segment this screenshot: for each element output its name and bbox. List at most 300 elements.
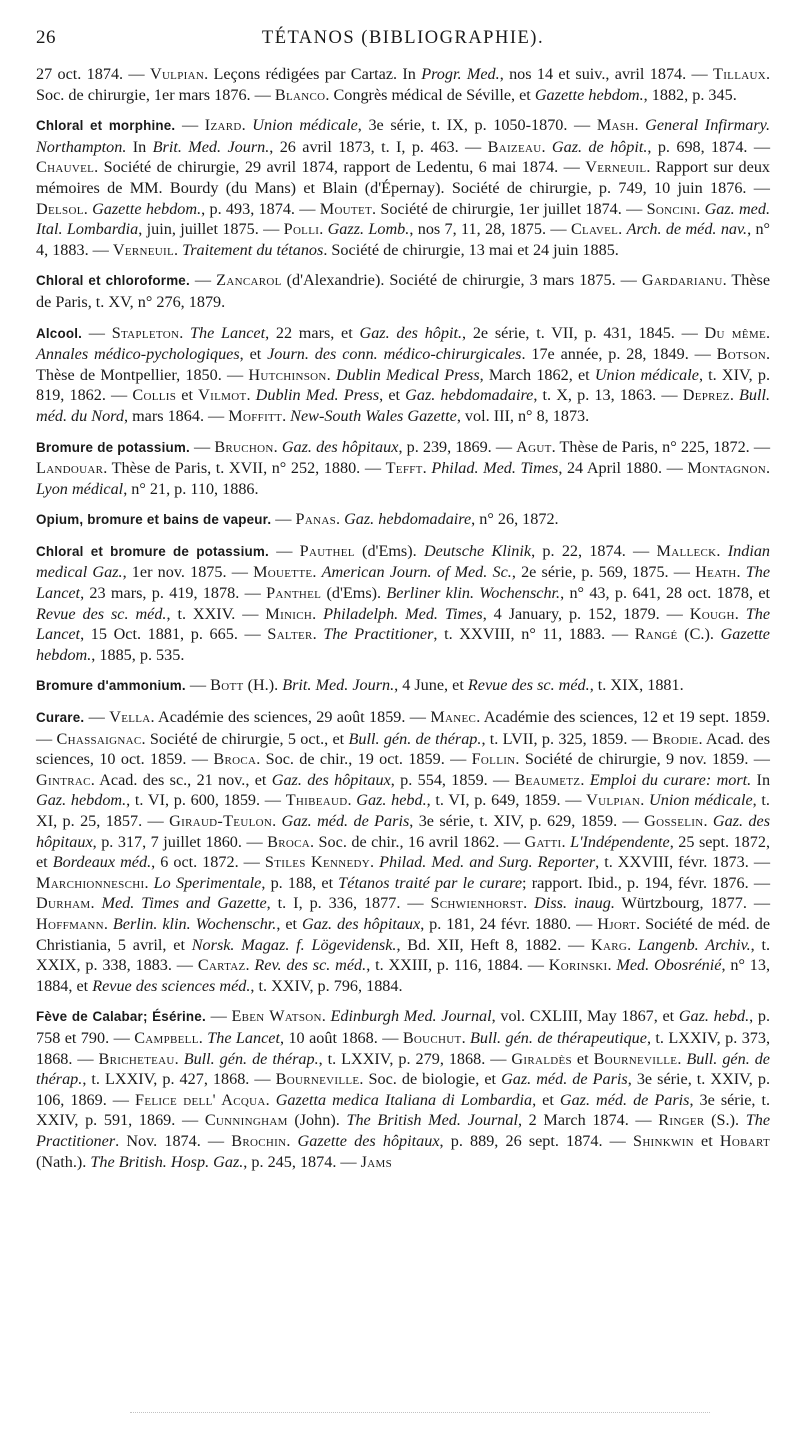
author-name: Durham [36,894,91,913]
journal-title: Gaz. des hôpitaux [301,914,421,933]
bottom-faint-line [130,1412,710,1415]
journal-title: Revue des sc. méd. [467,676,590,695]
author-name: Hoffmann [36,914,104,933]
citation-text: , et [532,1090,560,1109]
journal-title: The Lancet [207,1028,280,1047]
journal-title: Gazette hebdom. [36,625,770,664]
citation-text: , n° 26, 1872. [471,510,559,529]
citation-text: . [696,199,705,218]
journal-title: Journ. des conn. médico-chirurgicales [267,345,522,364]
entry-heading: Chloral et bromure de potassium. [36,543,269,559]
citation-text: . [422,459,432,478]
citation-text: . Soc. de chir., 16 avril 1862. — [310,832,525,851]
journal-title: Gaz. de hôpit. [551,137,648,156]
author-name: Broca [213,750,257,769]
citation-text: , juin, juillet 1875. — [138,220,284,239]
citation-text: , et [276,914,302,933]
citation-text: , p. 239, 1869. — [398,437,517,456]
citation-text: . [716,541,728,560]
citation-text: . Société de chirurgie, 1er juillet 1874. — [372,199,647,218]
citation-text: , p. 317, 7 juillet 1860. — [92,832,268,851]
journal-title: Gaz. méd. de Paris [281,812,410,830]
author-name: Giraldès [511,1049,572,1068]
citation-text: . [90,894,102,913]
author-name: Tillaux [713,65,766,83]
citation-text: . [265,1090,276,1109]
author-name: Soncini [646,199,697,218]
author-name: Blanco [274,85,326,104]
citation-text: , p. 22, 1874. — [531,541,657,560]
citation-text: — [185,676,211,695]
journal-title: Revue des sc. méd. [36,604,167,623]
journal-title: The British. Hosp. Gaz. [90,1152,244,1171]
journal-title: Brit. Med. Journ. [282,676,395,695]
citation-text: , t. XI, p. 25, 1857. — [36,791,770,830]
citation-text: , t. XIV, p. 819, 1862. — [36,365,770,405]
citation-text: , p. 889, 26 sept. 1874. — [439,1131,634,1150]
author-name: Clavel [570,220,619,239]
citation-text: , 4 June, et [394,676,468,695]
journal-title: Union médicale [649,791,753,810]
entry-heading: Bromure de potassium. [36,439,190,455]
bibliography-entry-intro [36,64,770,105]
journal-title: The Lancet [36,563,770,603]
citation-text: — [175,116,205,135]
citation-text: , 3e série, t. XXIV, p. 591, 1869. — [36,1090,770,1130]
journal-title: Langenb. Archiv. [638,935,751,954]
citation-text: . [241,116,253,135]
citation-text: , t. XXIX, p. 338, 1883. — [36,935,771,975]
author-name: Karg [591,935,628,954]
journal-title: Brit. Med. Journ. [152,137,270,156]
journal-title: Berlin. klin. Wochenschr. [112,914,277,933]
author-name: Collis [132,386,177,405]
journal-title: Traitement du tétanos [182,240,324,259]
citation-text: , 24 April 1880. — [558,459,688,478]
citation-text: (John). [287,1111,347,1130]
citation-text: . [766,323,771,342]
citation-text: — [84,708,110,727]
citation-text: , 23 mars, p. 419, 1878. — [80,584,267,603]
author-name: Agut [516,437,552,456]
entry-heading: Curare. [36,710,85,726]
citation-text: , 2e série, t. VII, p. 431, 1845. — [462,323,705,342]
bibliography-entry-feve-calabar [36,1006,770,1172]
author-name: Botson [716,345,766,364]
citation-text: . [703,812,713,830]
citation-text: , 3e série, t. XXIV, p. 106, 1869. — [36,1070,770,1109]
citation-text: . [312,625,324,644]
citation-text: , March 1862, et [479,365,595,384]
author-name: Verneuil [585,158,647,177]
citation-text: , t. LXXIV, p. 279, 1868. — [318,1049,512,1068]
citation-text: , p. 698, 1874. — [647,137,771,156]
journal-title: Gazz. Lomb. [327,220,410,239]
journal-title: Philad. Med. and Surg. Reporter [379,853,596,872]
author-name: Bruchon [214,437,274,456]
citation-text: . [144,873,154,892]
author-name: Vella [109,708,151,727]
citation-text: . [618,220,627,239]
journal-title: Gaz. des hôpitaux [36,812,771,851]
citation-text: In [751,770,771,789]
author-name: Marchionneschi [36,873,145,892]
citation-text: , t. X, p. 13, 1863. — [533,386,683,405]
journal-title: Bordeaux méd. [52,853,152,872]
author-name: Gardarianu [641,271,723,290]
author-name: Chassaignac [56,729,142,748]
journal-title: Gazette hebdom. [534,85,644,104]
citation-text: , n° 21, p. 110, 1886. [123,479,259,498]
citation-text: , t. LXXIV, p. 373, 1868. — [36,1028,771,1068]
citation-text: . [246,386,256,405]
author-name: Delsol [36,199,84,218]
citation-text: . [734,604,746,623]
journal-title: Gazette hebdom. [92,199,202,218]
citation-text: , p. 554, 1859. — [390,770,515,789]
citation-text: , vol. CXLIII, May 1867, et [491,1007,679,1026]
citation-text: . Société de chirurgie, 29 avril 1874, rapport de Ledentu, 6 mai 1874. — [94,158,586,177]
author-name: Deprez [682,386,730,405]
journal-title: New-South Wales Gazette [290,406,457,425]
author-name: Stapleton [111,323,180,342]
citation-text: , 2 March 1874. — [517,1111,659,1130]
citation-text: . [335,510,345,529]
journal-title: Indian medical Gaz. [36,541,771,582]
citation-text: . Soc. de chirurgie, 1er mars 1876. — [36,65,770,104]
author-name: Brochin [231,1131,287,1150]
citation-text: (S.). [704,1111,746,1130]
citation-text: . [627,935,639,954]
bibliography-entry-curare [36,707,770,996]
journal-title: Gazette des hôpitaux [297,1131,440,1150]
journal-title: Med. Times and Gazette [101,894,267,913]
citation-text: (d'Ems). [354,541,424,560]
author-name: Kough [689,604,735,623]
author-name: Follin [471,750,516,769]
citation-text: . [765,459,770,478]
citation-text: — [189,271,217,290]
citation-text: , t. XIX, 1881. [589,676,684,695]
author-name: Felice dell' Acqua [135,1090,266,1109]
journal-title: Philad. Med. Times [431,459,559,478]
author-name: Cartaz [197,956,246,975]
author-name: Bouchut [402,1028,462,1047]
author-name: Gintrac [36,770,91,789]
bibliography-entry-bromure-potassium [36,437,770,500]
author-name: Beaumetz [514,770,581,789]
author-name: Thibeaud [285,791,348,810]
journal-title: Philadelph. Med. Times [323,604,483,623]
citation-text: , n° 43, p. 641, 28 oct. 1878, et [560,584,771,603]
citation-text: , n° 4, 1883. — [36,220,771,259]
citation-text: , p. 181, 24 févr. 1880. — [420,914,598,933]
author-name: Campbell [134,1028,199,1047]
citation-text: . [634,116,646,135]
journal-title: Annales médico-pychologiques [36,345,240,364]
citation-text: et [693,1131,720,1150]
author-name: Stiles Kennedy [264,853,370,872]
journal-title: Gazetta medica Italiana di Lombardia [275,1090,533,1109]
author-name: Heath [695,563,737,582]
citation-text: , t. I, p. 336, 1877. — [266,894,431,913]
citation-text: , 3e série, t. IX, p. 1050-1870. — [357,116,597,135]
journal-title: Gaz. des hôpitaux [271,770,391,789]
citation-text: , t. LVII, p. 325, 1859. — [481,729,653,748]
journal-title: Berliner klin. Wochenschr. [386,584,561,603]
citation-text: . Acad. des sc., 21 nov., et [90,770,272,789]
citation-text: . Société de chirurgie, 13 mai et 24 juin 1885. [323,240,619,259]
citation-text: . [607,956,617,975]
journal-title: Progr. Med. [421,65,500,83]
author-name: Minich [265,604,313,623]
citation-text: (C.). [677,625,721,644]
journal-title: Norsk. Magaz. f. Lögevidensk. [191,935,397,954]
author-name: Mash [596,116,635,135]
author-name: Gatti [524,832,562,851]
citation-text: , 1er nov. 1875. — [122,563,254,582]
author-name: Malleck [656,541,717,560]
citation-text: , vol. III, n° 8, 1873. [456,406,590,425]
author-name: Panas [295,510,336,529]
citation-text: . [286,1131,298,1150]
running-head: TÉTANOS (BIBLIOGRAPHIE). [261,28,545,48]
entry-heading: Opium, bromure et bains de vapeur. [36,512,272,528]
citation-text: . Académie des sciences, 12 et 19 sept. 1859. — [36,708,770,748]
author-name: Du même [704,323,766,342]
citation-text: (H.). [243,676,283,695]
author-name: Vulpian [149,65,205,83]
citation-text: . [245,956,255,975]
journal-title: Edinburgh Med. Journal [330,1007,492,1026]
citation-text: . [736,563,746,582]
citation-text: , t. VI, p. 649, 1859. — [426,791,587,810]
journal-title: Med. Obosrénié [616,956,722,975]
citation-text: , Bd. XII, Heft 8, 1882. — [396,935,592,954]
citation-text: , p. 758 et 790. — [36,1007,771,1047]
citation-text: . Soc. de chir., 19 oct. 1859. — [256,750,472,769]
page-header [36,28,770,50]
citation-text: . [319,220,328,239]
entry-heading: Bromure d'ammonium. [36,678,186,694]
journal-title: L'Indépendente [570,832,670,851]
author-name: Korinski [548,956,608,975]
author-name: Izard [204,116,242,135]
citation-text: . [273,437,282,456]
citation-text: . Thèse de Montpellier, 1850. — [36,345,770,384]
citation-text: ; rapport. Ibid., p. 194, févr. 1876. — [522,873,771,892]
citation-text: . [326,365,336,384]
author-name: Ringer [658,1111,705,1130]
author-name: Zancarol [216,271,282,290]
citation-text: , 4 January, p. 152, 1879. — [482,604,690,623]
citation-text: . [580,770,590,789]
citation-text: , 3e série, t. XIV, p. 629, 1859. — [409,812,645,830]
journal-title: Gaz. hebdomadaire [405,386,534,405]
journal-title: Lo Sperimentale [153,873,262,892]
citation-text: , 22 mars, et [265,323,360,342]
citation-text: . [179,323,190,342]
bibliography-entry-opium [36,509,770,531]
author-name: Bricheteau [98,1049,175,1068]
citation-text: — [271,510,296,529]
citation-text: , t. LXXIV, p. 427, 1868. — [82,1070,276,1089]
author-name: Montagnon [687,459,766,478]
author-name: Vulpian [586,791,641,810]
citation-text: . Acad. des sciences, 10 oct. 1859. — [36,729,770,769]
author-name: Schwienhorst [430,894,524,913]
entry-heading: Chloral et chloroforme. [36,273,190,289]
entry-heading: Chloral et morphine. [36,118,176,134]
citation-text: , t. XXVIII, n° 11, 1883. — [433,625,635,644]
citation-text: , t. XXIII, p. 116, 1884. — [366,956,549,975]
citation-text: . Soc. de biologie, et [359,1070,502,1089]
citation-text: . 17e année, p. 28, 1849. — [521,345,717,364]
author-name: Landouar [36,459,104,478]
citation-text: . Société de méd. de Christiania, 5 avril, et [36,914,771,954]
author-name: Shinkwin [633,1131,694,1150]
citation-text: , p. 245, 1874. — [243,1152,361,1171]
journal-title: Lyon médical [36,479,124,498]
journal-title: Dublin Medical Press [335,365,480,384]
citation-text: , 10 août 1868. — [279,1028,403,1047]
bibliography-entry-chloral-bromure [36,541,770,666]
citation-text: . Leçons rédigées par Cartaz. In [204,65,422,83]
author-name: Rangé [634,625,678,644]
entry-heading: Alcool. [36,325,83,341]
citation-text: . [523,894,535,913]
citation-text: , t. XXIV. — [166,604,266,623]
citation-text: . Thèse de Paris, n° 225, 1872. — [551,437,771,456]
citation-text: , 6 oct. 1872. — [151,853,265,872]
citation-text: , t. VI, p. 600, 1859. — [126,791,286,810]
citation-text: Würtzbourg, 1877. — [614,894,771,913]
author-name: Chauvel [36,158,95,177]
author-name: Salter [267,625,313,644]
citation-text: , 15 Oct. 1881, p. 665. — [80,625,268,644]
citation-text: . Académie des sciences, 29 août 1859. — [150,708,431,727]
journal-title: The Lancet [189,323,266,342]
citation-text: , t. XXIV, p. 796, 1884. [250,976,403,995]
citation-text: . [347,791,357,810]
citation-text: . Rapport sur deux mémoires de MM. Bourdy (du Mans) et Blain (d'Épernay). Société de chirurgie, p. 749, 10 juin 1876. — [36,158,771,197]
citation-text: — [82,323,112,342]
page-number: 26 [36,27,56,48]
journal-title: Bull. gén. de thérapeutique [470,1028,647,1047]
citation-text: . [321,1007,331,1026]
author-name: Giraud-Teulon [169,812,273,830]
citation-text: , p. 188, et [261,873,339,892]
author-name: Polli [283,220,320,239]
journal-title: The British Med. Journal [346,1111,518,1130]
citation-text: , 26 avril 1873, t. I, p. 463. — [269,137,488,156]
bibliography-entry-chloral-chloroforme [36,270,770,312]
citation-text: , n° 13, 1884, et [36,956,770,995]
citation-text: et [176,386,199,405]
bibliography-entry-bromure-ammonium [36,675,770,697]
citation-text: . Société de chirurgie, 9 nov. 1859. — [515,750,770,769]
journal-title: Rev. des sc. méd. [254,956,367,975]
citation-text: . [461,1028,471,1047]
journal-title: Gaz. hebdomadaire [344,510,472,529]
author-name: Broca [267,832,310,851]
author-name: Bourneville [593,1049,678,1068]
citation-text: . Congrès médical de Séville, et [325,85,535,104]
citation-text: . [561,832,571,851]
journal-title: Dublin Med. Press [255,386,380,405]
citation-text: . [83,199,93,218]
citation-text: (d'Ems). [321,584,387,603]
author-name: Jams [360,1152,392,1171]
citation-text: (Nath.). [36,1152,91,1171]
citation-text: . [541,137,552,156]
citation-text: . [312,604,324,623]
journal-title: Bull. gén. de thérap. [36,1049,770,1089]
journal-title: Bull. gén. de thérap. [348,729,482,748]
citation-text: . Société de chirurgie, 5 oct., et [141,729,349,748]
citation-text: . [198,1028,208,1047]
citation-text: , 1882, p. 345. [643,85,737,104]
citation-text: , mars 1864. — [123,406,229,425]
journal-title: The Practitioner [323,625,434,644]
journal-title: Union médicale [594,365,699,384]
citation-text: . [174,1049,184,1068]
journal-title: Gaz. méd. de Paris [501,1070,628,1089]
citation-text: . [677,1049,687,1068]
journal-title: Tétanos traité par le curare [338,873,523,892]
author-name: Bourneville [275,1070,360,1089]
author-name: Brodie [652,729,699,748]
citation-text: . [272,812,282,830]
author-name: Pauthel [299,541,355,560]
citation-text: , p. 493, 1874. — [201,199,320,218]
entry-heading: Fève de Calabar; Ésérine. [36,1009,206,1025]
journal-title: Gaz. hebd. [678,1007,750,1026]
citation-text: , 2e série, p. 569, 1875. — [511,563,696,582]
author-name: Manec [430,708,477,727]
journal-title: Gaz. des hôpit. [359,323,463,342]
author-name: Hjort [597,914,637,933]
citation-text: — [205,1007,232,1026]
citation-text: — [189,437,215,456]
journal-title: Bull. méd. du Nord [36,386,771,425]
author-name: Hutchinson [248,365,327,384]
citation-text: (d'Alexandrie). Société de chirurgie, 3 mars 1875. — [281,271,642,290]
author-name: Tefft [385,459,423,478]
journal-title: General Infirmary. Northampton. [36,116,771,156]
citation-text: et [571,1049,594,1068]
citation-text: — [268,541,300,560]
citation-text: . Thèse de Paris, t. XV, n° 276, 1879. [36,271,771,311]
author-name: Moutet [319,199,372,218]
citation-text: , et [239,345,268,364]
citation-text: . [282,406,291,425]
citation-text: . [174,240,183,259]
journal-title: Emploi du curare: mort. [589,770,752,789]
journal-title: American Journ. of Med. Sc. [321,563,512,582]
journal-title: The Practitioner [36,1111,770,1150]
citation-text: . [103,914,113,933]
journal-title: Diss. inaug. [534,894,615,913]
author-name: Eben Watson [231,1007,322,1026]
author-name: Gosselin [644,812,704,830]
citation-text: . [312,563,322,582]
citation-text: , t. XXVIII, févr. 1873. — [595,853,771,872]
journal-title: Revue des sciences méd. [92,976,251,995]
author-name: Hobart [719,1131,771,1150]
journal-title: Gaz. hebd. [356,791,427,810]
citation-text: . Thèse de Paris, t. XVII, n° 252, 1880. — [103,459,386,478]
